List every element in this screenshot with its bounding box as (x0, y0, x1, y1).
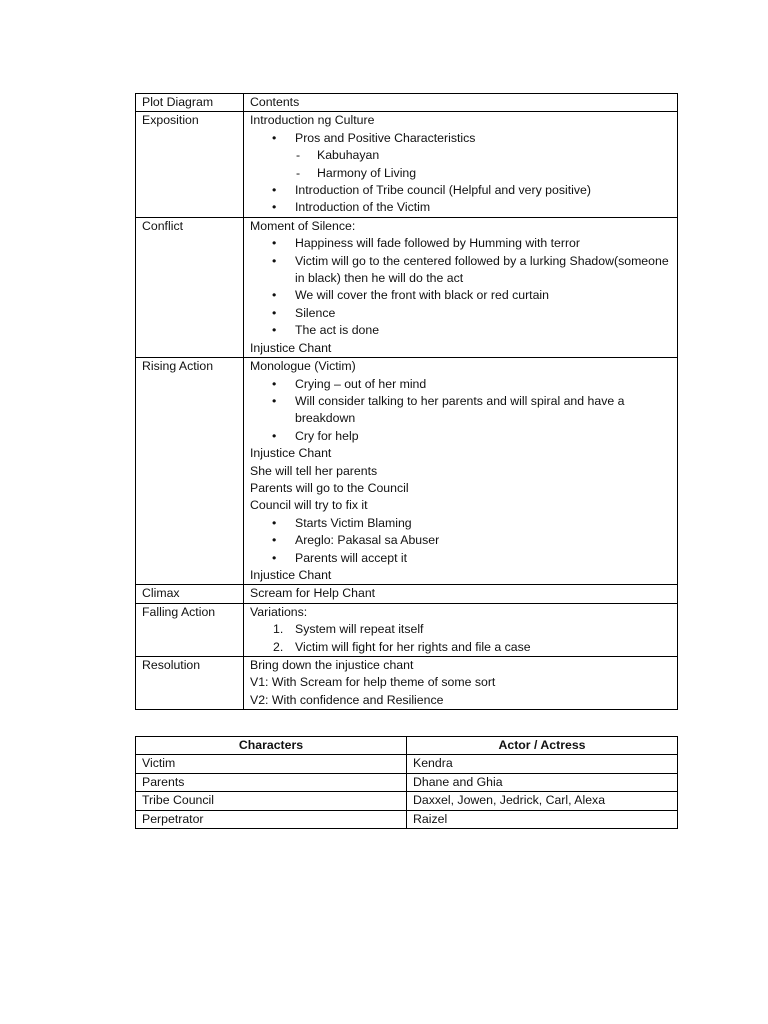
plot-stage-label: Climax (136, 585, 244, 603)
content-line: Scream for Help Chant (250, 586, 376, 601)
bullet-item: • Parents will accept it (250, 550, 671, 567)
actor-name: Kendra (407, 755, 678, 773)
content-line: Parents will go to the Council (250, 480, 409, 495)
content-line: Moment of Silence: (250, 218, 356, 233)
plot-table-body (136, 112, 678, 710)
plot-stage-label: Resolution (136, 657, 244, 710)
plot-stage-label: Rising Action (136, 358, 244, 585)
plot-stage-contents (244, 603, 678, 656)
bullet-item: • Introduction of the Victim (250, 199, 671, 216)
bullet-item: • Happiness will fade followed by Humming with terror (250, 235, 671, 252)
item-text: Victim will fight for her rights and file a case (295, 639, 531, 654)
plot-stage-contents (244, 112, 678, 217)
cast-row (136, 755, 678, 773)
characters-table (135, 736, 678, 829)
dash-subitem: - Kabuhayan (250, 147, 671, 164)
item-number: 1. (273, 622, 284, 637)
bullet-item: • Areglo: Pakasal sa Abuser (250, 532, 671, 549)
actor-name: Raizel (407, 810, 678, 828)
contents-header: Contents (244, 94, 678, 112)
content-line: V2: With confidence and Resilience (250, 692, 444, 707)
bullet-item: • Crying – out of her mind (250, 376, 671, 393)
content-line: Council will try to fix it (250, 498, 368, 513)
content-line: Injustice Chant (250, 340, 332, 355)
bullet-item: • Victim will go to the centered followed by a lurking Shadow(someone in black) then he will do the act (250, 253, 671, 288)
dash-subitem: - Harmony of Living (250, 165, 671, 182)
characters-header: Characters (136, 737, 407, 755)
bullet-item: • Will consider talking to her parents and will spiral and have a breakdown (250, 393, 671, 428)
plot-row (136, 603, 678, 656)
plot-row (136, 112, 678, 217)
actor-actress-header: Actor / Actress (407, 737, 678, 755)
cast-row (136, 810, 678, 828)
character-name: Perpetrator (136, 810, 407, 828)
plot-row (136, 585, 678, 603)
content-line: Injustice Chant (250, 567, 332, 582)
numbered-item (250, 621, 671, 638)
numbered-item (250, 639, 671, 656)
bullet-item: • Pros and Positive Characteristics (250, 130, 671, 147)
item-text: System will repeat itself (295, 622, 424, 637)
item-number: 2. (273, 639, 284, 654)
content-line: Variations: (250, 604, 308, 619)
bullet-item: • Introduction of Tribe council (Helpful and very positive) (250, 182, 671, 199)
actor-name: Daxxel, Jowen, Jedrick, Carl, Alexa (407, 792, 678, 810)
plot-stage-contents (244, 358, 678, 585)
plot-stage-label: Falling Action (136, 603, 244, 656)
bullet-item: • Starts Victim Blaming (250, 515, 671, 532)
character-name: Parents (136, 773, 407, 791)
content-line: V1: With Scream for help theme of some sort (250, 675, 496, 690)
content-line: Introduction ng Culture (250, 113, 375, 128)
plot-row (136, 358, 678, 585)
plot-stage-contents (244, 217, 678, 357)
content-line: Bring down the injustice chant (250, 658, 414, 672)
character-name: Tribe Council (136, 792, 407, 810)
bullet-item: • Cry for help (250, 428, 671, 445)
plot-stage-contents (244, 657, 678, 710)
bullet-item: • The act is done (250, 322, 671, 339)
bullet-item: • We will cover the front with black or red curtain (250, 287, 671, 304)
content-line: She will tell her parents (250, 463, 378, 478)
plot-row (136, 217, 678, 357)
character-name: Victim (136, 755, 407, 773)
plot-row (136, 657, 678, 710)
cast-table-body (136, 755, 678, 829)
actor-name: Dhane and Ghia (407, 773, 678, 791)
plot-diagram-table (135, 93, 678, 710)
content-line: Monologue (Victim) (250, 359, 356, 374)
plot-diagram-header: Plot Diagram (136, 94, 244, 112)
cast-table-header-row (136, 737, 678, 755)
plot-table-header-row (136, 94, 678, 112)
cast-row (136, 792, 678, 810)
cast-row (136, 773, 678, 791)
bullet-item: • Silence (250, 305, 671, 322)
plot-stage-label: Exposition (136, 112, 244, 217)
plot-stage-label: Conflict (136, 217, 244, 357)
plot-stage-contents (244, 585, 678, 603)
content-line: Injustice Chant (250, 446, 332, 461)
